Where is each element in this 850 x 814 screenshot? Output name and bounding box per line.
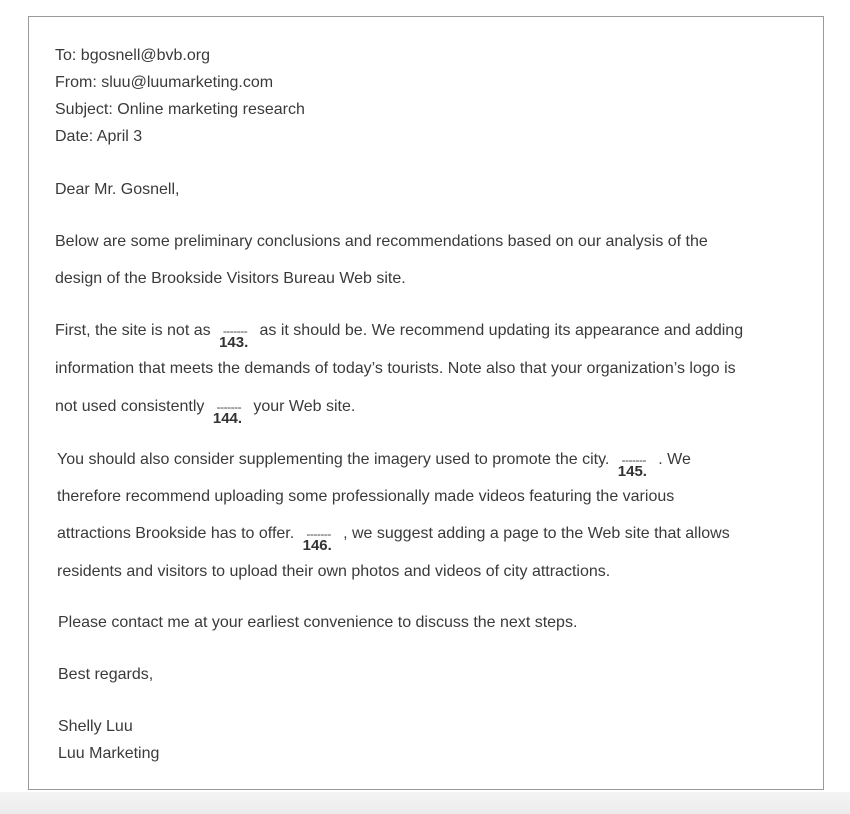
blank-146: [301, 524, 337, 554]
blank-143-dash: -------: [222, 324, 248, 338]
paragraph3-line3-text-b: , we suggest adding a page to the Web site that allows: [343, 525, 730, 542]
paragraph3-line4: residents and visitors to upload their own photos and videos of city attractions.: [57, 563, 611, 580]
question-number-146: 146.: [302, 537, 332, 554]
paragraph1-line1: Below are some preliminary conclusions and recommendations based on our analysis of the: [55, 233, 708, 250]
email-to: To: bgosnell@bvb.org: [55, 47, 210, 64]
paragraph3-line3: [57, 524, 730, 554]
paragraph2-line1-text-a: First, the site is not as: [55, 322, 211, 339]
email-subject: Subject: Online marketing research: [55, 101, 305, 118]
blank-145-dash: -------: [621, 453, 647, 467]
paragraph3-line1-text-a: You should also consider supplementing the imagery used to promote the city.: [57, 451, 610, 468]
email-from: From: sluu@luumarketing.com: [55, 74, 274, 91]
email-date: Date: April 3: [55, 128, 143, 145]
paragraph3-line1-text-b: . We: [658, 451, 691, 468]
signature-company: Luu Marketing: [58, 745, 160, 762]
paragraph1-line2: design of the Brookside Visitors Bureau Web site.: [55, 270, 406, 287]
paragraph2-line1-text-b: as it should be. We recommend updating its appearance and adding: [259, 322, 744, 339]
question-number-143: 143.: [219, 334, 249, 351]
paragraph4: Please contact me at your earliest convenience to discuss the next steps.: [58, 614, 578, 631]
closing: Best regards,: [58, 666, 154, 683]
paragraph2-line3: [55, 397, 356, 427]
blank-145: [616, 450, 652, 480]
paragraph3-line3-text-a: attractions Brookside has to offer.: [57, 525, 295, 542]
salutation: Dear Mr. Gosnell,: [55, 181, 180, 198]
blank-146-dash: -------: [306, 527, 331, 541]
blank-143: [217, 321, 253, 351]
paragraph2-line3-text-b: your Web site.: [253, 398, 356, 415]
paragraph2-line1: [55, 321, 744, 351]
page-footer-shadow: [0, 792, 850, 814]
signature-name: Shelly Luu: [58, 718, 133, 735]
question-number-144: 144.: [212, 410, 243, 427]
question-number-145: 145.: [617, 463, 647, 480]
paragraph2-line2: information that meets the demands of today’s tourists. Note also that your organization’s logo is: [55, 360, 736, 377]
paragraph2-line3-text-a: not used consistently: [55, 398, 205, 415]
paragraph3-line2: therefore recommend uploading some professionally made videos featuring the various: [57, 488, 675, 505]
paragraph3-line1: [57, 450, 691, 480]
blank-144: [211, 397, 247, 427]
blank-144-dash: -------: [216, 400, 242, 414]
